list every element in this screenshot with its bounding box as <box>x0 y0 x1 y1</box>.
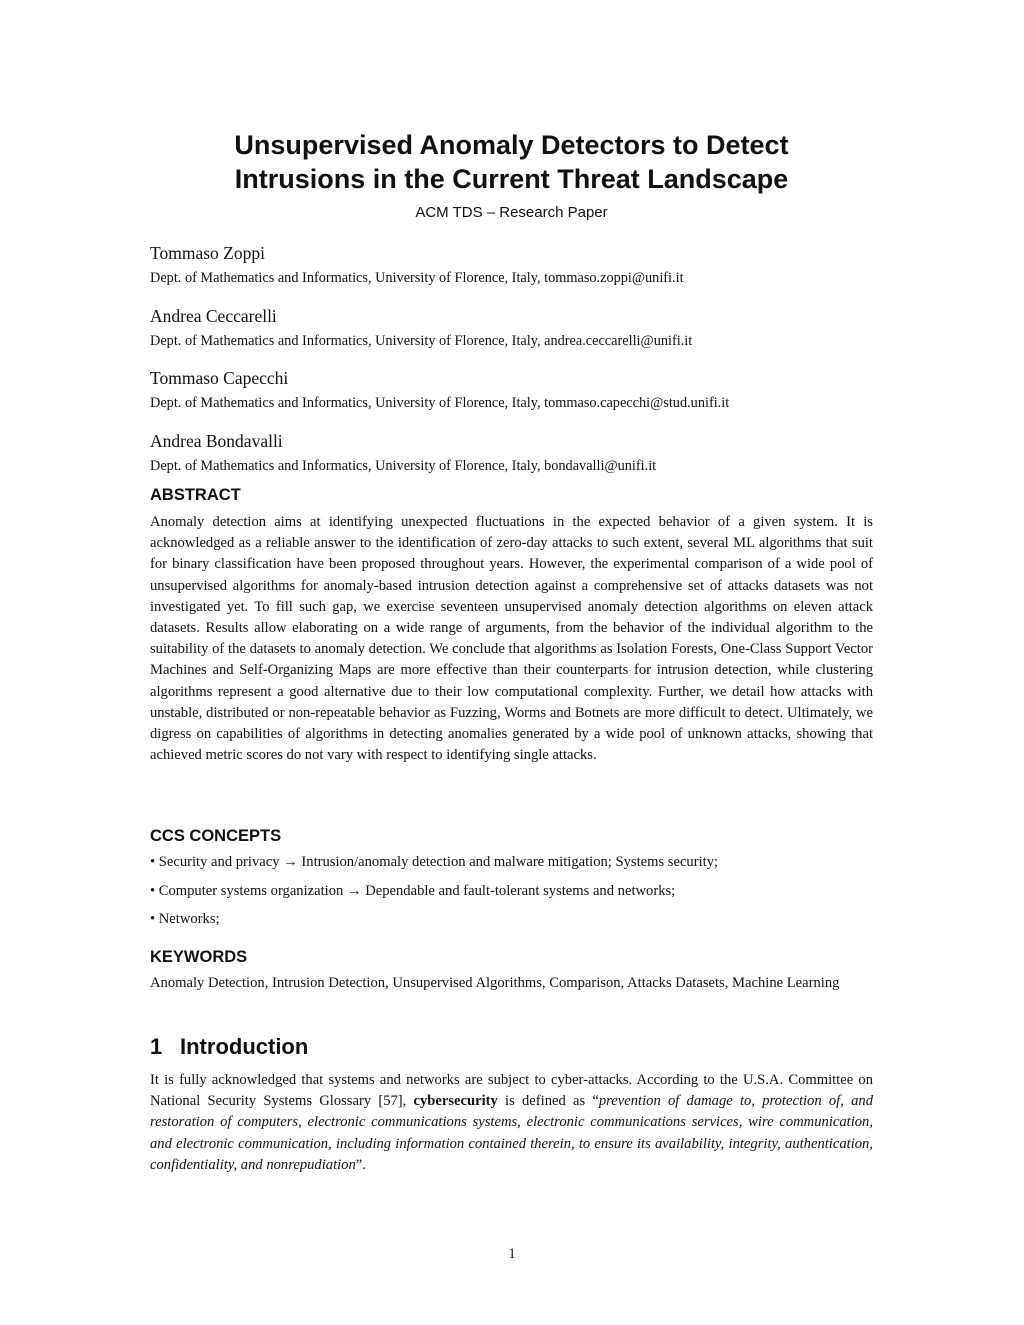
abstract-text: Anomaly detection aims at identifying unexpected fluctuations in the expected behavior of a given system. It is acknowledged as a reliable answer to the identification of zero-day attacks to such extent, several ML algorithms that suit for binary classification have been proposed throughout years. However, the experimental comparison of a wide pool of unsupervised algorithms for anomaly-based intrusion detection against a comprehensive set of attacks datasets was not investigated yet. To fill such gap, we exercise seventeen unsupervised anomaly detection algorithms on eleven attack datasets. Results allow elaborating on a wide range of arguments, from the behavior of the individual algorithm to the suitability of the datasets to anomaly detection. We conclude that algorithms as Isolation Forests, One-Class Support Vector Machines and Self-Organizing Maps are more effective than their counterparts for intrusion detection, while clustering algorithms represent a good alternative due to their low computational complexity. Further, we detail how attacks with unstable, distributed or non-repeatable behavior as Fuzzing, Worms and Botnets are more difficult to detect. Ultimately, we digress on capabilities of algorithms in detecting anomalies generated by a wide pool of unknown attacks, showing that achieved metric scores do not vary with respect to identifying single attacks. <box>150 514 873 764</box>
ccs-item: • Security and privacy → Intrusion/anomaly detection and malware mitigation; Systems security; <box>150 854 719 870</box>
title-line-1: Unsupervised Anomaly Detectors to Detect <box>234 130 789 160</box>
section-title: Introduction <box>180 1034 309 1059</box>
introduction-paragraph <box>150 1070 873 1176</box>
author-block <box>150 367 873 430</box>
ccs-list <box>150 852 873 938</box>
intro-text-middle: is defined as “ <box>497 1093 599 1110</box>
author-name: Andrea Ceccarelli <box>150 305 277 326</box>
introduction-heading <box>150 1034 308 1060</box>
keywords-text: Anomaly Detection, Intrusion Detection, Unsupervised Algorithms, Comparison, Attacks Datasets, Machine Learning <box>150 975 840 991</box>
author-block <box>150 305 873 368</box>
intro-quote: prevention of damage to, protection of, and restoration of computers, electronic communications systems, electronic communications services, wire communication, and electronic communication, including information contained therein, to ensure its availability, integrity, authentication, confidentiality, and nonrepudiation <box>150 1093 873 1173</box>
ccs-item: • Computer systems organization → Dependable and fault-tolerant systems and networks; <box>150 882 676 899</box>
author-block <box>150 430 873 493</box>
intro-text-after: ”. <box>355 1156 366 1173</box>
ccs-item: • Networks; <box>150 911 220 927</box>
author-affiliation: Dept. of Mathematics and Informatics, University of Florence, Italy, andrea.ceccarelli@unifi.it <box>150 332 693 349</box>
paper-subtitle: ACM TDS – Research Paper <box>415 204 608 221</box>
author-affiliation: Dept. of Mathematics and Informatics, University of Florence, Italy, tommaso.capecchi@stud.unifi.it <box>150 395 730 411</box>
paper-title <box>150 128 873 196</box>
section-number: 1 <box>150 1034 163 1059</box>
author-list <box>150 242 873 492</box>
ccs-heading: CCS CONCEPTS <box>150 827 282 845</box>
page-number: 1 <box>508 1246 516 1262</box>
abstract-heading: ABSTRACT <box>150 486 241 504</box>
intro-text-before: It is fully acknowledged that systems and networks are subject to cyber-attacks. According to the U.S.A. Committee on National Security Systems Glossary [57], <box>150 1072 873 1110</box>
author-affiliation: Dept. of Mathematics and Informatics, University of Florence, Italy, bondavalli@unifi.it <box>150 457 657 474</box>
author-block <box>150 242 873 305</box>
author-affiliation: Dept. of Mathematics and Informatics, University of Florence, Italy, tommaso.zoppi@unifi.it <box>150 270 684 286</box>
author-name: Tommaso Capecchi <box>150 368 289 388</box>
title-line-2: Intrusions in the Current Threat Landscape <box>234 164 789 194</box>
keywords-heading: KEYWORDS <box>150 948 248 966</box>
author-name: Andrea Bondavalli <box>150 430 283 451</box>
author-name: Tommaso Zoppi <box>150 243 265 263</box>
intro-bold-term: cybersecurity <box>413 1093 498 1110</box>
